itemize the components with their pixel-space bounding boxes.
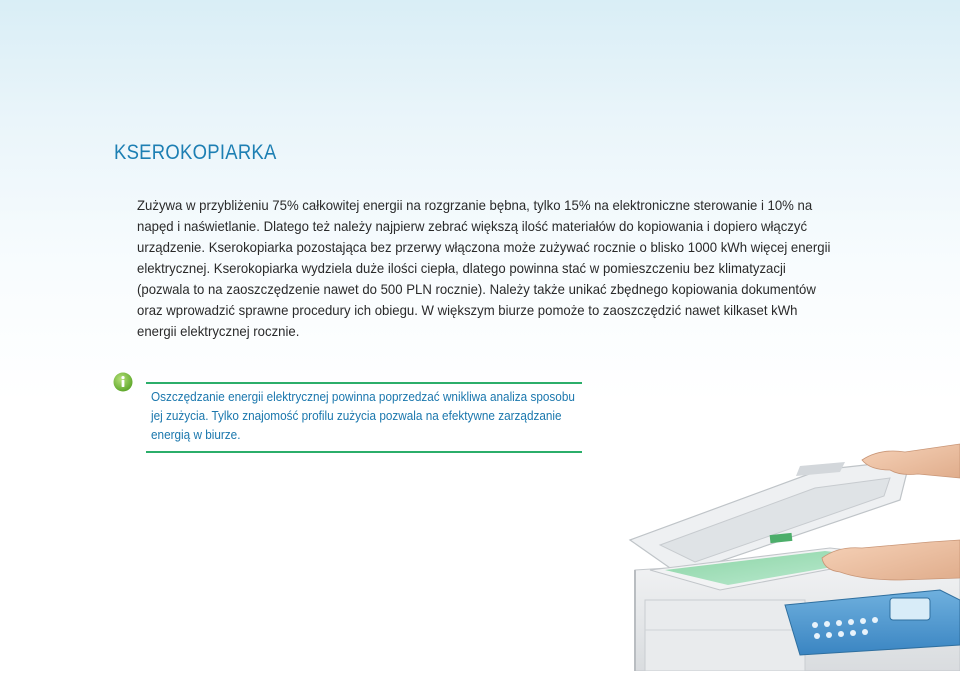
info-line: energią w biurze.: [151, 428, 241, 442]
body-line: urządzenie. Kserokopiarka pozostająca bez przerwy włączona może zużywać rocznie o blisko 1000 kWh więcej energii: [137, 239, 831, 255]
body-paragraph: [137, 195, 837, 342]
body-line: oraz wprowadzić sprawne procedury ich obiegu. W większym biurze pomoże to zaoszczędzić nawet kilkaset kWh: [137, 302, 798, 318]
info-line: jej zużycia. Tylko znajomość profilu zużycia pozwala na efektywne zarządzanie: [151, 409, 562, 423]
info-line: Oszczędzanie energii elektrycznej powinna poprzedzać wnikliwa analiza sposobu: [151, 390, 575, 404]
body-line: (pozwala to na zaoszczędzenie nawet do 500 PLN rocznie). Należy także unikać zbędnego kopiowania dokumentów: [137, 281, 816, 297]
body-line: napęd i naświetlanie. Dlatego też należy najpierw zebrać większą ilość materiałów do kopiowania i dopiero włączyć: [137, 218, 808, 234]
info-text: [151, 388, 591, 445]
page-title: KSEROKOPIARKA: [114, 141, 277, 164]
body-line: elektrycznej. Kserokopiarka wydziela duże ilości ciepła, dlatego powinna stać w pomieszczeniu bez klimatyzacji: [137, 260, 786, 276]
body-line: Zużywa w przybliżeniu 75% całkowitej energii na rozgrzanie bębna, tylko 15% na elektroniczne sterowanie i 10% na: [137, 197, 813, 213]
info-icon: [113, 372, 133, 392]
body-line: energii elektrycznej rocznie.: [137, 323, 300, 339]
photocopier-photo: [600, 430, 960, 671]
